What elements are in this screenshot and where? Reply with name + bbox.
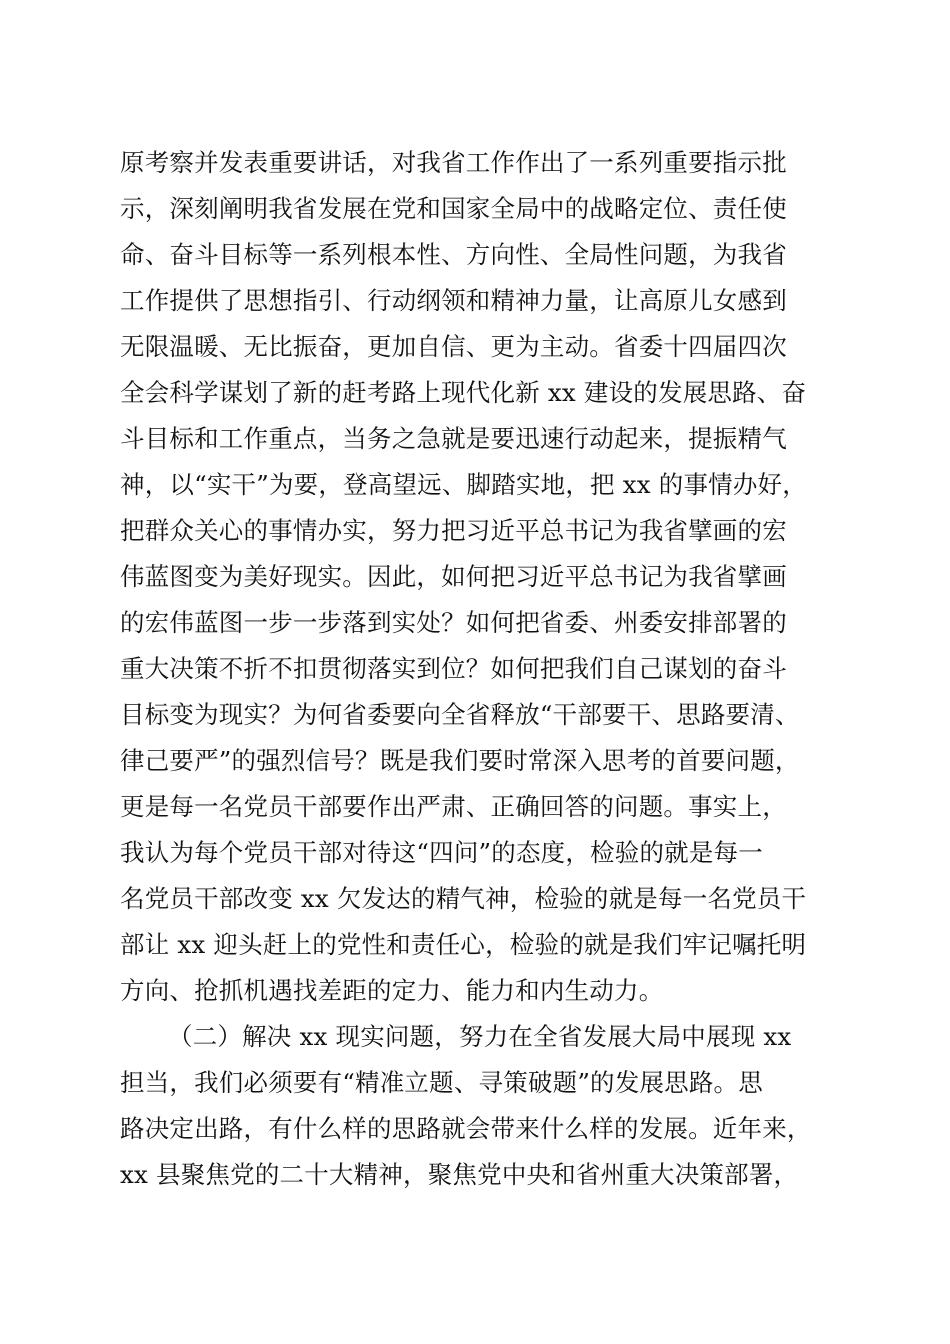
text-line: 命、奋斗目标等一系列根本性、方向性、全局性问题，为我省 xyxy=(120,240,787,269)
text-line: 原考察并发表重要讲话，对我省工作作出了一系列重要指示批 xyxy=(120,148,787,177)
section-heading-line: （二）解决 xx 现实问题，努力在全省发展大局中展现 xx xyxy=(168,1022,792,1051)
text-line: 路决定出路，有什么样的思路就会带来什么样的发展。近年来， xyxy=(120,1114,812,1143)
text-line: 更是每一名党员干部要作出严肃、正确回答的问题。事实上， xyxy=(120,792,787,821)
text-line: 把群众关心的事情办实，努力把习近平总书记为我省擘画的宏 xyxy=(120,516,787,545)
text-line: 无限温暖、无比振奋，更加自信、更为主动。省委十四届四次 xyxy=(120,332,787,361)
text-line: 名党员干部改变 xx 欠发达的精气神，检验的就是每一名党员干 xyxy=(120,884,807,913)
text-line: 工作提供了思想指引、行动纲领和精神力量，让高原儿女感到 xyxy=(120,286,787,315)
text-line: 律己要严”的强烈信号？既是我们要时常深入思考的首要问题， xyxy=(120,746,800,775)
text-line: 我认为每个党员干部对待这“四问”的态度，检验的就是每一 xyxy=(120,838,763,867)
text-line: 部让 xx 迎头赶上的党性和责任心，检验的就是我们牢记嘱托明 xyxy=(120,930,807,959)
text-line: 方向、抢抓机遇找差距的定力、能力和内生动力。 xyxy=(120,976,664,1005)
text-line: xx 县聚焦党的二十大精神，聚焦党中央和省州重大决策部署， xyxy=(120,1160,799,1189)
body-text xyxy=(120,140,840,1198)
text-line: 斗目标和工作重点，当务之急就是要迅速行动起来，提振精气 xyxy=(120,424,787,453)
text-line: 的宏伟蓝图一步一步落到实处？如何把省委、州委安排部署的 xyxy=(120,608,787,637)
text-line: 重大决策不折不扣贯彻落实到位？如何把我们自己谋划的奋斗 xyxy=(120,654,787,683)
text-line: 目标变为现实？为何省委要向全省释放“干部要干、思路要清、 xyxy=(120,700,800,729)
text-line: 伟蓝图变为美好现实。因此，如何把习近平总书记为我省擘画 xyxy=(120,562,787,591)
text-line: 担当，我们必须要有“精准立题、寻策破题”的发展思路。思 xyxy=(120,1068,763,1097)
text-line: 神，以“实干”为要，登高望远、脚踏实地，把 xx 的事情办好， xyxy=(120,470,807,499)
text-line: 示，深刻阐明我省发展在党和国家全局中的战略定位、责任使 xyxy=(120,194,787,223)
text-line: 全会科学谋划了新的赶考路上现代化新 xx 建设的发展思路、奋 xyxy=(120,378,807,407)
